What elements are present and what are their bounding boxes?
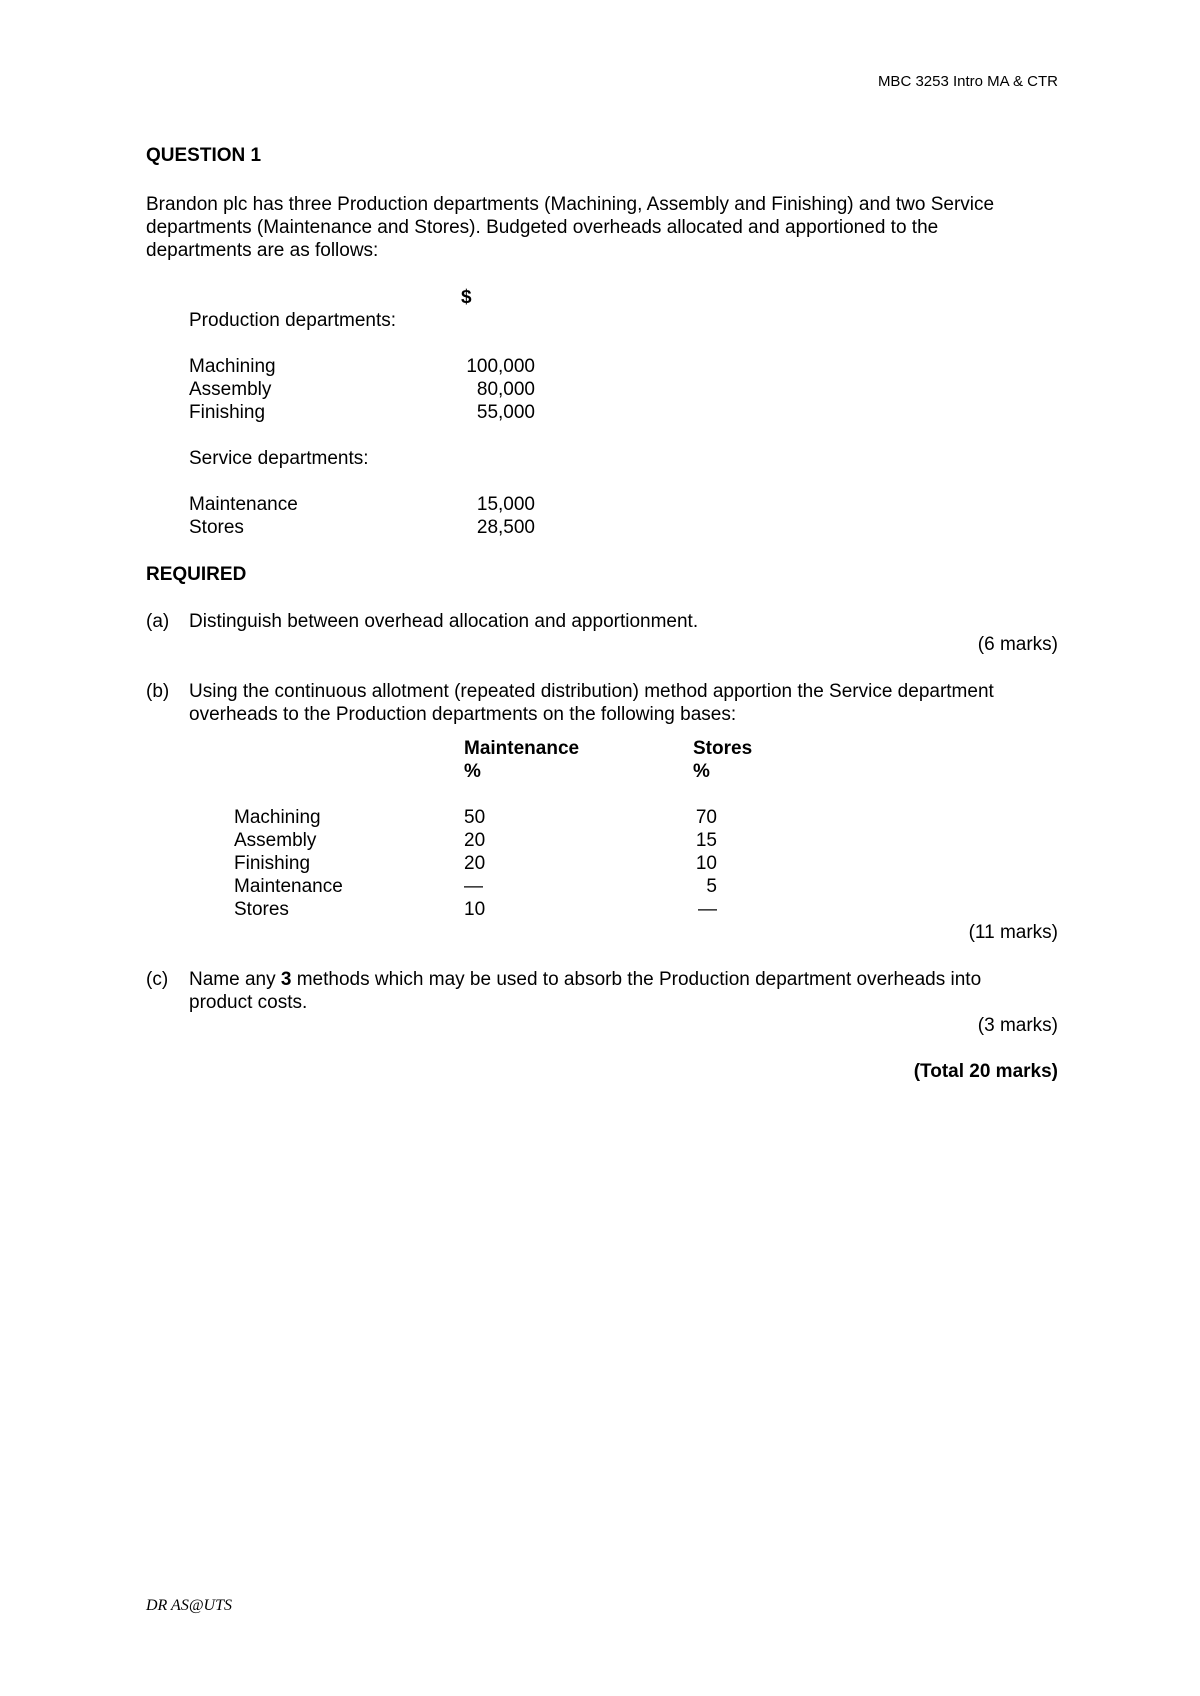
part-c-text: Name any 3 methods which may be used to absorb the Production department overheads into product costs. [189, 969, 982, 1013]
bases-table: Maintenance Stores % % Machining 50 70 Assembly 20 15 Finishing 20 10 Maintenance — 5 Stores 10 — [234, 737, 1058, 921]
total-marks: (Total 20 marks) [913, 1061, 1058, 1082]
page-header: MBC 3253 Intro MA & CTR [877, 73, 1058, 90]
intro-line: departments are as follows: [146, 240, 379, 261]
part-c-marks: (3 marks) [977, 1015, 1058, 1036]
production-heading: Production departments: [189, 310, 397, 331]
intro-line: Brandon plc has three Production departments (Machining, Assembly and Finishing) and two Service [146, 194, 995, 215]
part-c [146, 968, 1058, 1014]
part-b [146, 680, 1058, 726]
question-intro [146, 193, 1058, 262]
part-b-marks: (11 marks) [968, 922, 1058, 943]
part-b-tag: (b) [146, 681, 170, 702]
service-heading: Service departments: [189, 448, 369, 469]
part-a-text: Distinguish between overhead allocation and apportionment. [189, 611, 699, 632]
bases-row: Machining 50 70 [234, 807, 717, 828]
part-c-tag: (c) [146, 969, 169, 990]
budget-row: Assembly 80,000 [189, 379, 535, 400]
question-content [146, 144, 1058, 1083]
page-footer: DR AS@UTS [146, 1597, 232, 1614]
part-a-tag: (a) [146, 611, 170, 632]
stores-header: Stores [693, 738, 753, 759]
part-b-text: Using the continuous allotment (repeated distribution) method apportion the Service department overheads to the Production departments on the following bases: [189, 681, 994, 725]
question-title: QUESTION 1 [146, 145, 262, 166]
budget-table [189, 286, 1058, 539]
part-a-marks: (6 marks) [977, 634, 1058, 655]
intro-line: departments (Maintenance and Stores). Budgeted overheads allocated and apportioned to the [146, 217, 939, 238]
budget-row: Maintenance 15,000 [189, 494, 535, 515]
currency-header: $ [461, 287, 472, 308]
budget-row: Stores 28,500 [189, 517, 535, 538]
bases-row: Assembly 20 15 [234, 830, 717, 851]
bases-row: Stores 10 — [234, 899, 717, 920]
budget-row: Finishing 55,000 [189, 402, 535, 423]
maintenance-header: Maintenance [464, 738, 580, 759]
bases-row: Finishing 20 10 [234, 853, 717, 874]
bases-row: Maintenance — 5 [234, 876, 717, 897]
required-heading: REQUIRED [146, 564, 247, 585]
budget-row: Machining 100,000 [189, 356, 535, 377]
part-a [146, 610, 1058, 633]
